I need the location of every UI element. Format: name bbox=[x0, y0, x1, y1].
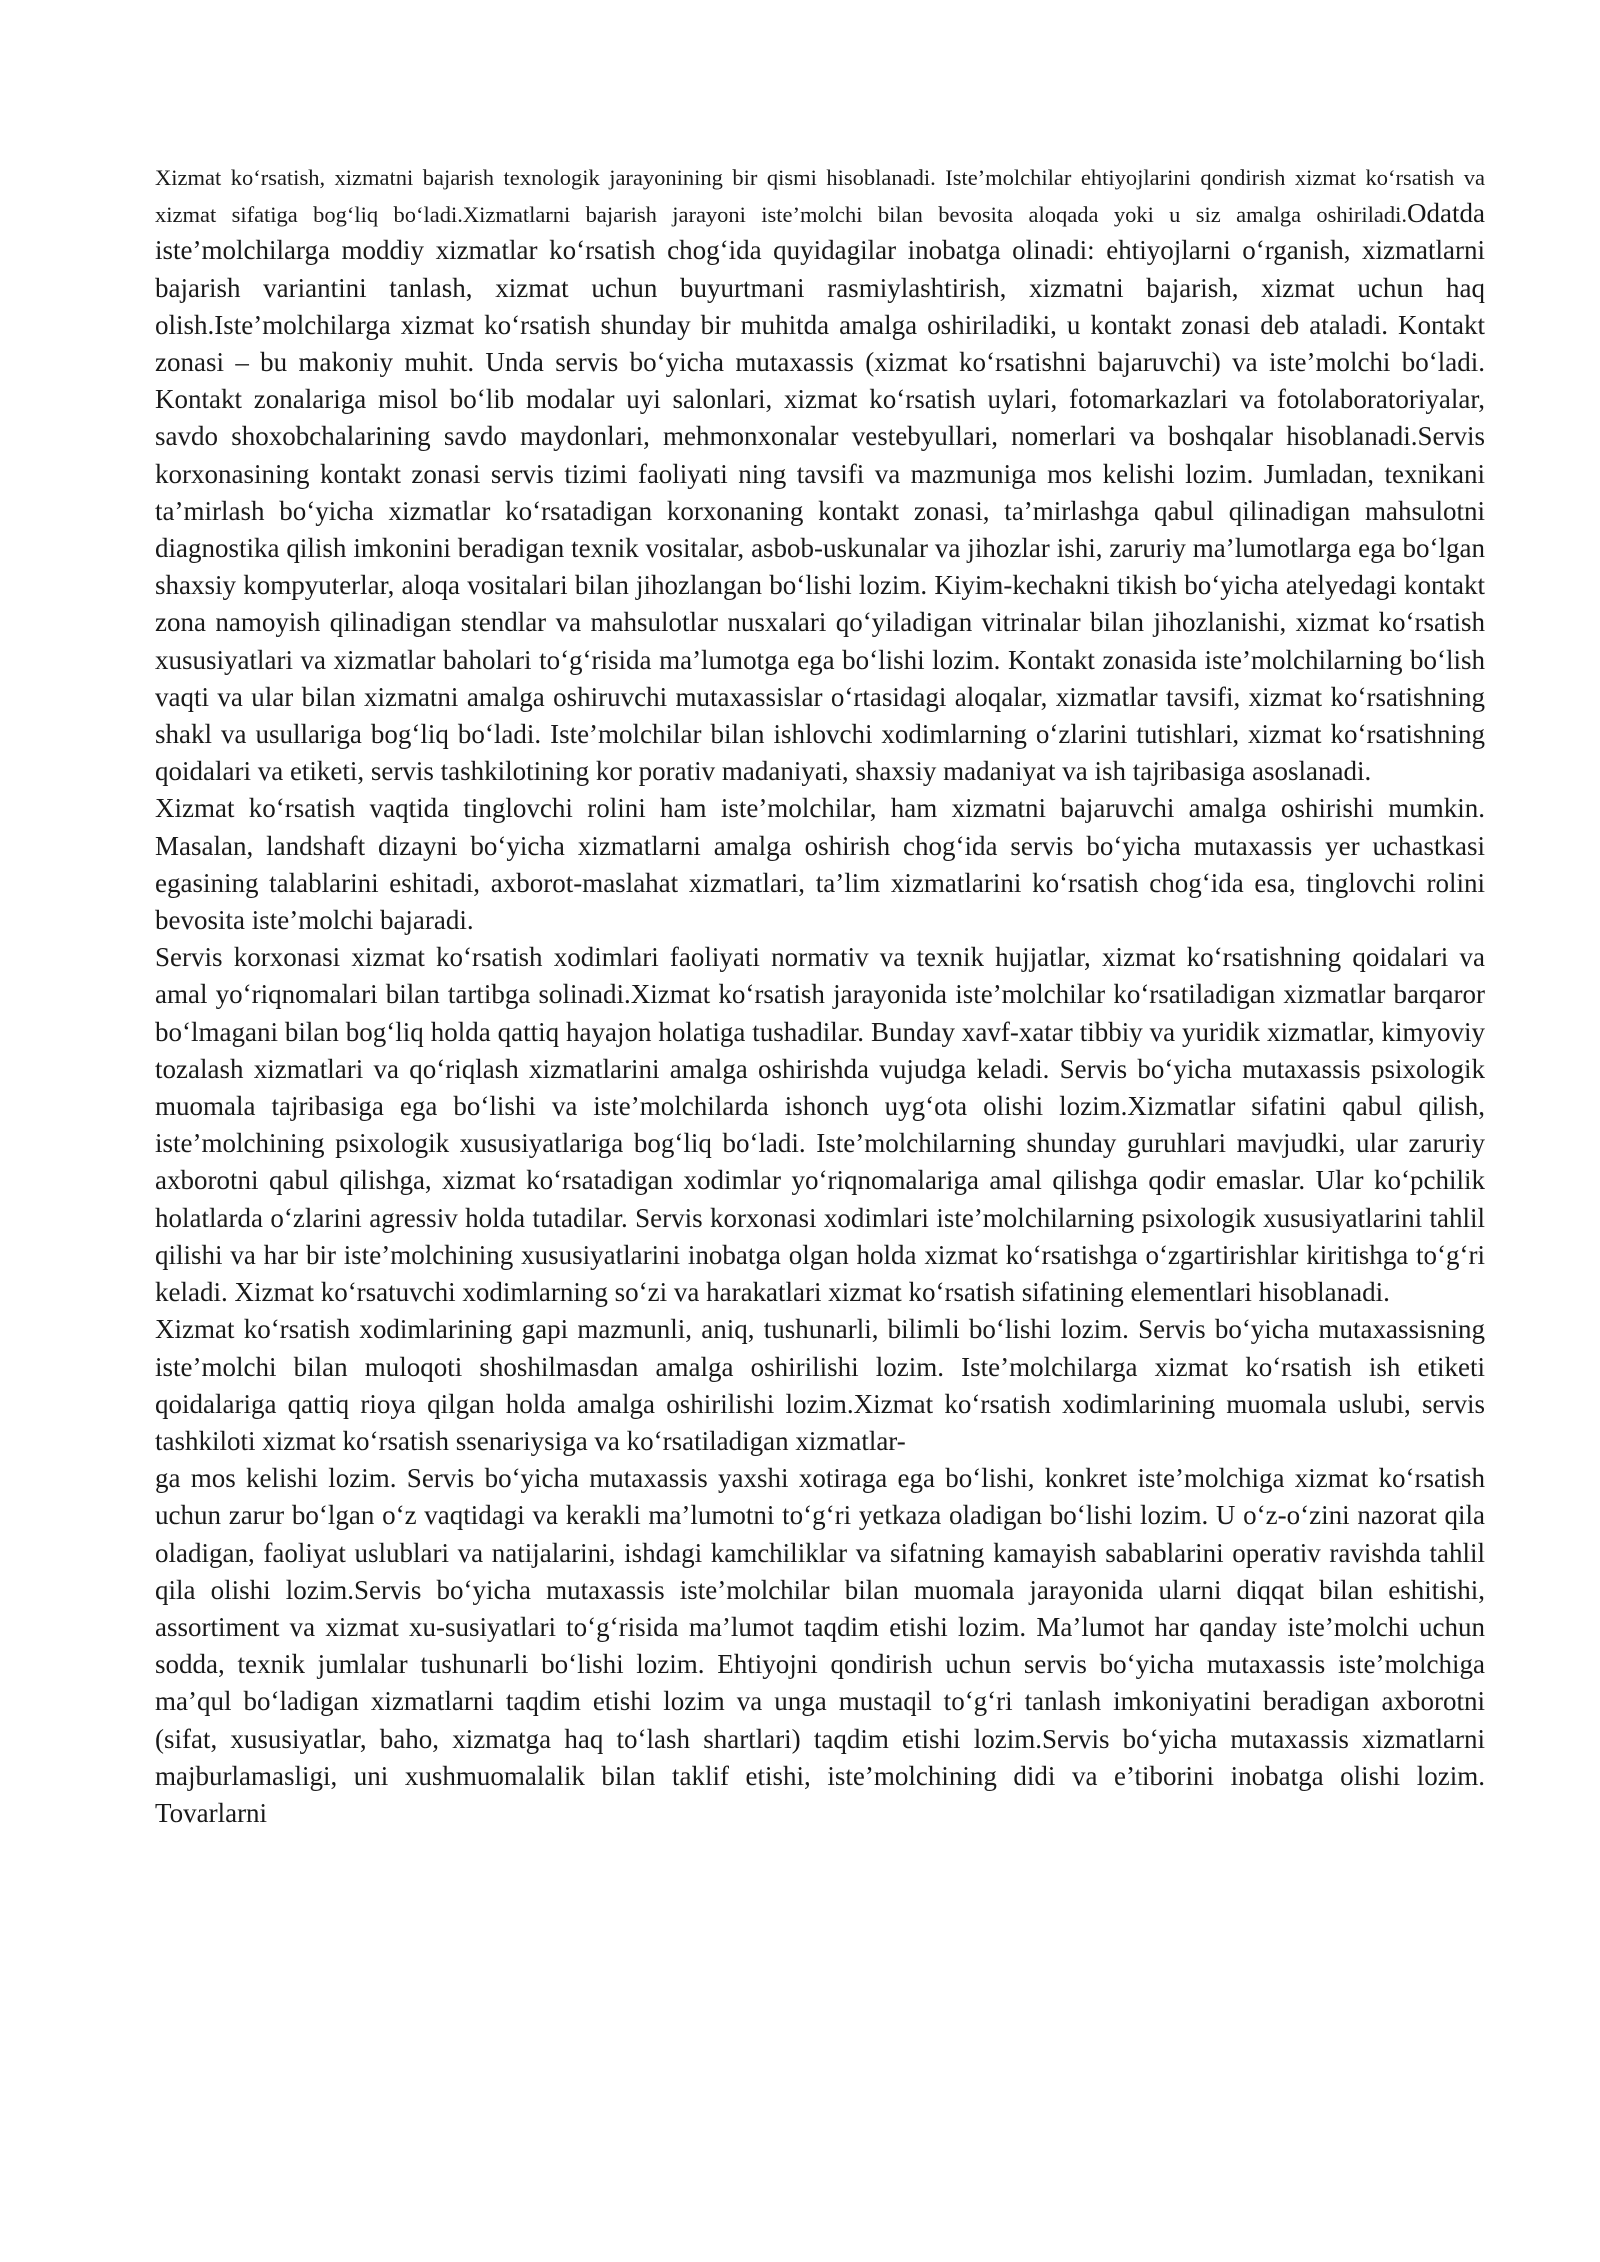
paragraph-1-body: Odatda iste’molchilarga moddiy xizmatlar ko‘rsatish chog‘ida quyidagilar inobatga olinadi: ehtiyojlarni o‘rganish, xizmatlarni bajarish variantini tanlash, xizmat uchun buyurtmani rasmiylashtirish, xizmatni bajarish, xizmat uchun haq olish.Iste’molchilarga xizmat ko‘rsatish shunday bir muhitda amalga oshiriladiki, u kontakt zonasi deb ataladi. Kontakt zonasi – bu makoniy muhit. Unda servis bo‘yicha mutaxassis (xizmat ko‘rsatishni bajaruvchi) va iste’molchi bo‘ladi. Kontakt zonalariga misol bo‘lib modalar uyi salonlari, xizmat ko‘rsatish uylari, fotomarkazlari va fotolaboratoriyalar, savdo shoxobchalarining savdo maydonlari, mehmonxonalar vestebyullari, nomerlari va boshqalar hisoblanadi.Servis korxonasining kontakt zonasi servis tizimi faoliyati ning tavsifi va mazmuniga mos kelishi lozim. Jumladan, texnikani ta’mirlash bo‘yicha xizmatlar ko‘rsatadigan korxonaning kontakt zonasi, ta’mirlashga qabul qilinadigan mahsulotni diagnostika qilish imkonini beradigan texnik vositalar, asbob-uskunalar va jihozlar ishi, zaruriy ma’lumotlarga ega bo‘lgan shaxsiy kompyuterlar, aloqa vositalari bilan jihozlangan bo‘lishi lozim. Kiyim-kechakni tikish bo‘yicha atelyedagi kontakt zona namoyish qilinadigan stendlar va mahsulotlar nusxalari qo‘yiladigan vitrinalar bilan jihozlanishi, xizmat ko‘rsatish xususiyatlari va xizmatlar baholari to‘g‘risida ma’lumotga ega bo‘lishi lozim. Kontakt zonasida iste’molchilarning bo‘lish vaqti va ular bilan xizmatni amalga oshiruvchi mutaxassislar o‘rtasidagi aloqalar, xizmatlar tavsifi, xizmat ko‘rsatishning shakl va usullariga bog‘liq bo‘ladi. Iste’molchilar bilan ishlovchi xodimlarning o‘zlarini tutishlari, xizmat ko‘rsatishning qoidalari va etiketi, servis tashkilotining kor porativ madaniyati, shaxsiy madaniyat va ish tajribasiga asoslanadi. bbox=[155, 198, 1485, 787]
document-body bbox=[155, 158, 1485, 1832]
paragraph-2: Xizmat ko‘rsatish vaqtida tinglovchi rolini ham iste’molchilar, ham xizmatni bajaruvchi amalga oshirishi mumkin. Masalan, landshaft dizayni bo‘yicha xizmatlarni amalga oshirish chog‘ida servis bo‘yicha mutaxassis yer uchastkasi egasining talablarini eshitadi, axborot-maslahat xizmatlari, ta’lim xizmatlarini ko‘rsatish chog‘ida esa, tinglovchi rolini bevosita iste’molchi bajaradi. bbox=[155, 793, 1485, 936]
paragraph-5: ga mos kelishi lozim. Servis bo‘yicha mutaxassis yaxshi xotiraga ega bo‘lishi, konkret iste’molchiga xizmat ko‘rsatish uchun zarur bo‘lgan o‘z vaqtidagi va kerakli ma’lumotni to‘g‘ri yetkaza oladigan bo‘lishi lozim. U o‘z-o‘zini nazorat qila oladigan, faoliyat uslublari va natijalarini, ishdagi kamchiliklar va sifatning kamayish sabablarini operativ ravishda tahlil qila olishi lozim.Servis bo‘yicha mutaxassis iste’molchilar bilan muomala jarayonida ularni diqqat bilan eshitishi, assortiment va xizmat xu-susiyatlari to‘g‘risida ma’lumot taqdim etishi lozim. Ma’lumot har qanday iste’molchi uchun sodda, texnik jumlalar tushunarli bo‘lishi lozim. Ehtiyojni qondirish uchun servis bo‘yicha mutaxassis iste’molchiga ma’qul bo‘ladigan xizmatlarni taqdim etishi lozim va unga mustaqil to‘g‘ri tanlash imkoniyatini beradigan axborotni (sifat, xususiyatlar, baho, xizmatga haq to‘lash shartlari) taqdim etishi lozim.Servis bo‘yicha mutaxassis xizmatlarni majburlamasligi, uni xushmuomalalik bilan taklif etishi, iste’molchining didi va e’tiborini inobatga olishi lozim. Tovarlarni bbox=[155, 1463, 1485, 1828]
paragraph-1 bbox=[155, 158, 1485, 790]
paragraph-3: Servis korxonasi xizmat ko‘rsatish xodimlari faoliyati normativ va texnik hujjatlar, xizmat ko‘rsatishning qoidalari va amal yo‘riqnomalari bilan tartibga solinadi.Xizmat ko‘rsatish jarayonida iste’molchilar ko‘rsatiladigan xizmatlar barqaror bo‘lmagani bilan bog‘liq holda qattiq hayajon holatiga tushadilar. Bunday xavf-xatar tibbiy va yuridik xizmatlar, kimyoviy tozalash xizmatlari va qo‘riqlash xizmatlarini amalga oshirishda vujudga keladi. Servis bo‘yicha mutaxassis psixologik muomala tajribasiga ega bo‘lishi va iste’molchilarda ishonch uyg‘ota olishi lozim.Xizmatlar sifatini qabul qilish, iste’molchining psixologik xususiyatlariga bog‘liq bo‘ladi. Iste’molchilarning shunday guruhlari mavjudki, ular zaruriy axborotni qabul qilishga, xizmat ko‘rsatadigan xodimlar yo‘riqnomalariga amal qilishga qodir emaslar. Ular ko‘pchilik holatlarda o‘zlarini agressiv holda tutadilar. Servis korxonasi xodimlari iste’molchilarning psixologik xususiyatlarini tahlil qilishi va har bir iste’molchining xususiyatlarini inobatga olgan holda xizmat ko‘rsatishga o‘zgartirishlar kiritishga to‘g‘ri keladi. Xizmat ko‘rsatuvchi xodimlarning so‘zi va harakatlari xizmat ko‘rsatish sifatining elementlari hisoblanadi. bbox=[155, 942, 1485, 1308]
paragraph-4: Xizmat ko‘rsatish xodimlarining gapi mazmunli, aniq, tushunarli, bilimli bo‘lishi lozim. Servis bo‘yicha mutaxassisning iste’molchi bilan muloqoti shoshilmasdan amalga oshirilishi lozim. Iste’molchilarga xizmat ko‘rsatish ish etiketi qoidalariga qattiq rioya qilgan holda amalga oshirilishi lozim.Xizmat ko‘rsatish xodimlarining muomala uslubi, servis tashkiloti xizmat ko‘rsatish ssenariysiga va ko‘rsatiladigan xizmatlar- bbox=[155, 1314, 1485, 1456]
paragraph-1-intro: Xizmat ko‘rsatish, xizmatni bajarish texnologik jarayonining bir qismi hisoblanadi. Iste’molchilar ehtiyojlarini qondirish xizmat ko‘rsatish va xizmat sifatiga bog‘liq bo‘ladi.Xizmatlarni bajarish jarayoni iste’molchi bilan bevosita aloqada yoki u siz amalga oshiriladi. bbox=[155, 165, 1485, 228]
